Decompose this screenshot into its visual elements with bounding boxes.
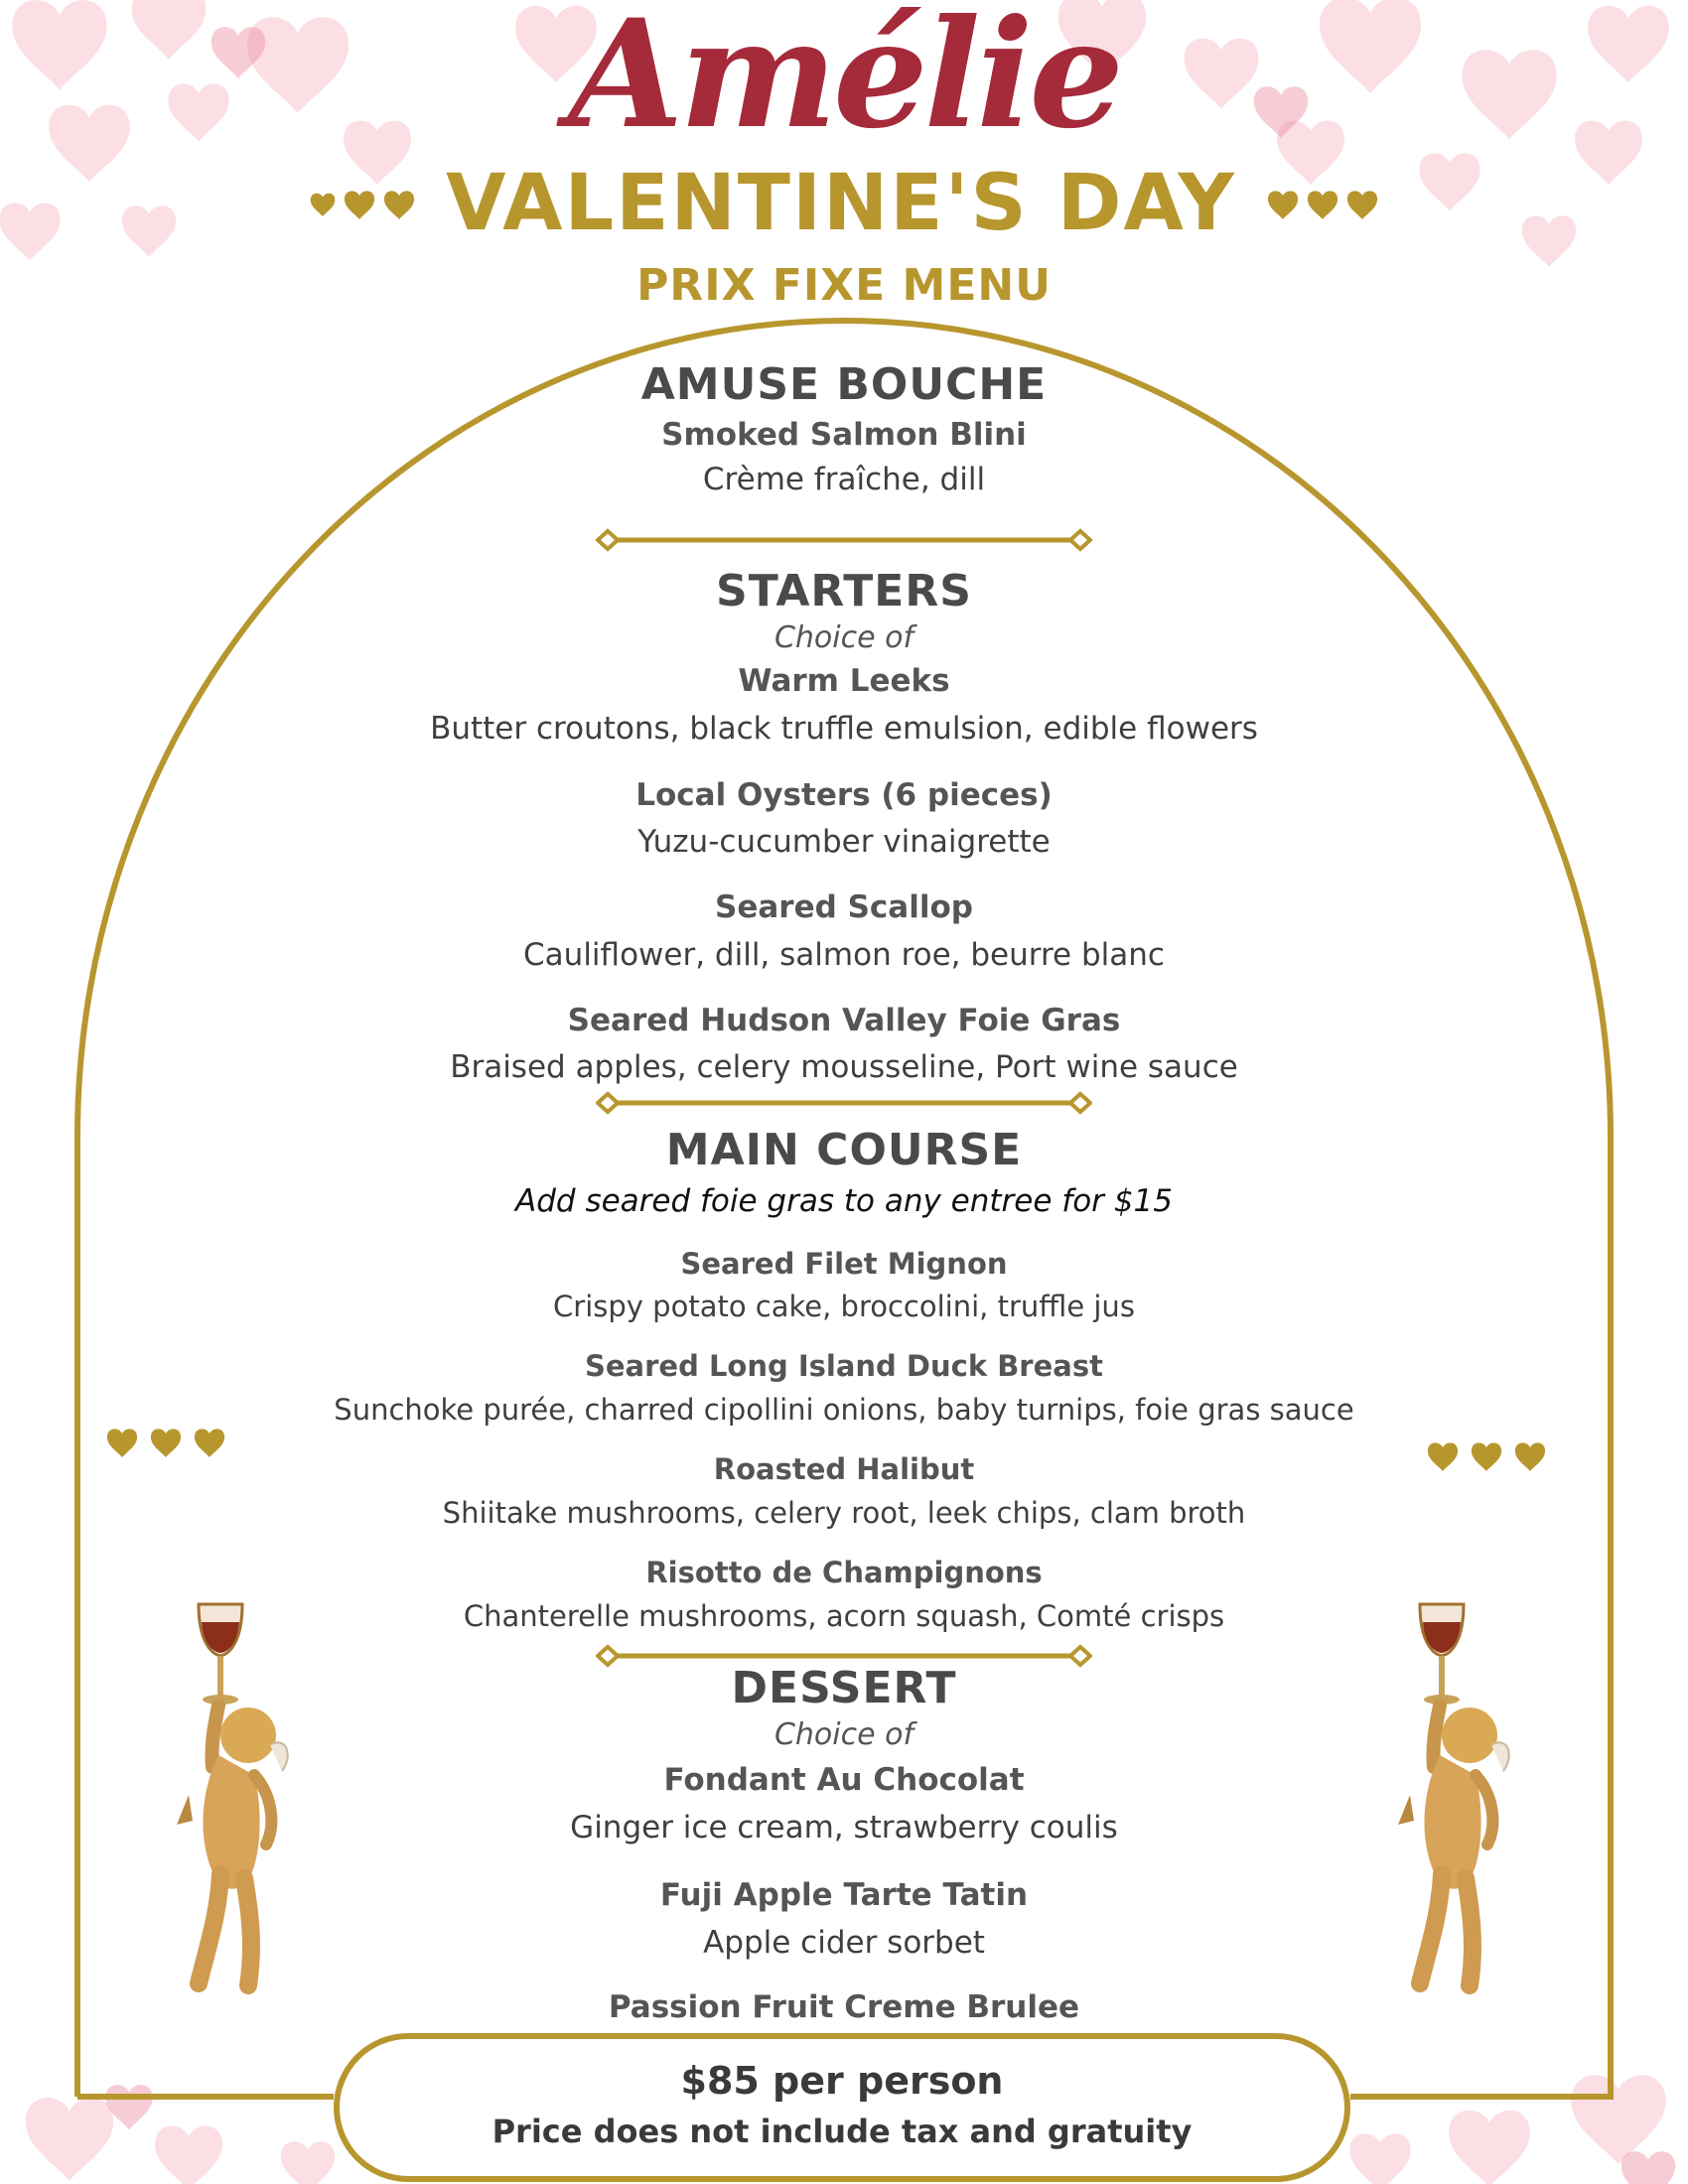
heart-icon bbox=[1513, 1439, 1547, 1471]
section-divider bbox=[596, 528, 1092, 552]
heart-icon bbox=[1345, 188, 1379, 219]
hearts-left bbox=[309, 188, 416, 219]
heart-icon bbox=[1306, 188, 1339, 219]
item-name: Smoked Salmon Blini bbox=[661, 417, 1027, 453]
item-desc: Apple cider sorbet bbox=[703, 1925, 985, 1961]
side-hearts-right bbox=[1426, 1439, 1547, 1471]
heart-icon bbox=[309, 191, 337, 216]
item-desc: Crispy potato cake, broccolini, truffle jus bbox=[553, 1290, 1135, 1323]
heart-icon bbox=[1470, 1439, 1503, 1471]
choice-label: Choice of bbox=[774, 1717, 914, 1752]
item-desc: Chanterelle mushrooms, acorn squash, Comté crisps bbox=[463, 1599, 1225, 1633]
choice-label: Choice of bbox=[774, 620, 914, 655]
cherub-left-icon bbox=[159, 1596, 308, 2003]
section-divider bbox=[596, 1091, 1092, 1115]
heart-icon bbox=[1426, 1439, 1460, 1471]
heart-icon bbox=[149, 1426, 183, 1457]
main-note: Add seared foie gras to any entree for $15 bbox=[515, 1183, 1173, 1219]
item-name: Seared Long Island Duck Breast bbox=[585, 1349, 1103, 1383]
section-heading-amuse: AMUSE BOUCHE bbox=[640, 359, 1048, 410]
item-desc: Ginger ice cream, strawberry coulis bbox=[570, 1810, 1118, 1845]
section-heading-dessert: DESSERT bbox=[731, 1663, 957, 1713]
item-desc: Braised apples, celery mousseline, Port wine sauce bbox=[450, 1049, 1238, 1085]
cherub-right-icon bbox=[1380, 1596, 1529, 2003]
price-amount: $85 per person bbox=[680, 2059, 1004, 2103]
page-title: VALENTINE'S DAY bbox=[446, 159, 1236, 248]
page-subtitle: PRIX FIXE MENU bbox=[636, 260, 1052, 311]
heart-icon bbox=[382, 188, 416, 219]
section-heading-main: MAIN COURSE bbox=[665, 1125, 1023, 1175]
side-hearts-left bbox=[105, 1426, 226, 1457]
item-name: Seared Hudson Valley Foie Gras bbox=[567, 1003, 1121, 1038]
item-name: Risotto de Champignons bbox=[645, 1556, 1043, 1589]
item-desc: Crème fraîche, dill bbox=[702, 462, 986, 497]
item-desc: Yuzu-cucumber vinaigrette bbox=[637, 824, 1051, 860]
item-name: Fondant Au Chocolat bbox=[663, 1762, 1025, 1798]
hearts-right bbox=[1266, 188, 1379, 219]
item-name: Local Oysters (6 pieces) bbox=[635, 777, 1053, 813]
item-name: Roasted Halibut bbox=[713, 1452, 975, 1486]
item-desc: Sunchoke purée, charred cipollini onions, baby turnips, foie gras sauce bbox=[334, 1393, 1354, 1427]
heart-icon bbox=[105, 1426, 139, 1457]
item-name: Fuji Apple Tarte Tatin bbox=[659, 1877, 1029, 1913]
brand-logo: Amélie bbox=[568, 0, 1120, 162]
item-name: Warm Leeks bbox=[738, 663, 950, 699]
heart-icon bbox=[343, 188, 376, 219]
item-name: Passion Fruit Creme Brulee bbox=[608, 1989, 1080, 2025]
heart-icon bbox=[1266, 188, 1300, 219]
section-heading-starters: STARTERS bbox=[716, 566, 972, 616]
item-desc: Butter croutons, black truffle emulsion, edible flowers bbox=[430, 711, 1258, 747]
section-divider bbox=[596, 1644, 1092, 1668]
title-row bbox=[0, 159, 1688, 248]
item-name: Seared Scallop bbox=[715, 889, 973, 925]
item-desc: Shiitake mushrooms, celery root, leek chips, clam broth bbox=[442, 1496, 1246, 1530]
price-box bbox=[334, 2033, 1350, 2182]
item-desc: Cauliflower, dill, salmon roe, beurre blanc bbox=[523, 937, 1165, 973]
price-note: Price does not include tax and gratuity bbox=[492, 2113, 1193, 2150]
heart-icon bbox=[193, 1426, 226, 1457]
item-name: Seared Filet Mignon bbox=[680, 1247, 1008, 1281]
